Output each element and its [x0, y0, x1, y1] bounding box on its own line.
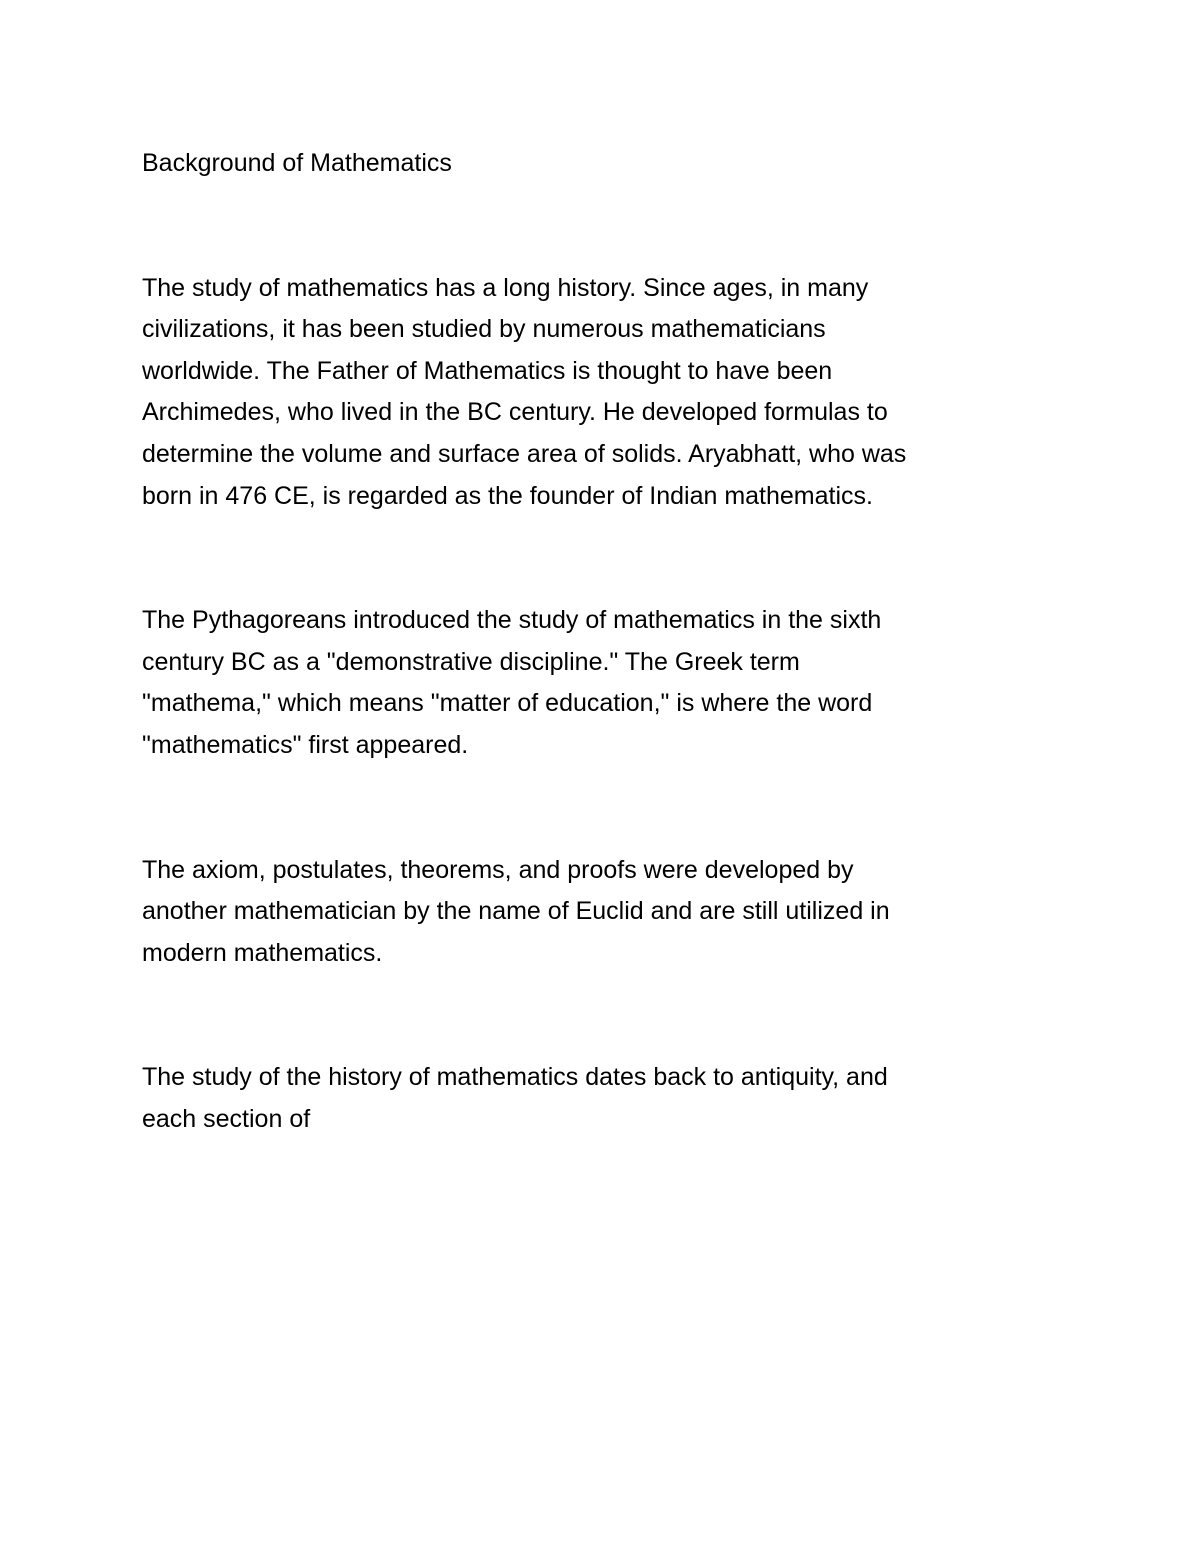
paragraph-euclid — [142, 850, 1042, 975]
text-line: Archimedes, who lived in the BC century. He developed formulas to — [142, 398, 888, 427]
text-line: "mathema," which means "matter of education," is where the word — [142, 689, 873, 718]
document-title: Background of Mathematics — [142, 149, 452, 177]
text-line: each section of — [142, 1104, 311, 1133]
paragraph-pythagoreans — [142, 600, 1042, 766]
paragraph-antiquity — [142, 1057, 1042, 1140]
text-line: worldwide. The Father of Mathematics is thought to have been — [142, 356, 833, 385]
text-line: The study of mathematics has a long history. Since ages, in many — [142, 273, 869, 302]
text-line: civilizations, it has been studied by numerous mathematicians — [142, 315, 826, 344]
text-line: The axiom, postulates, theorems, and proofs were developed by — [142, 855, 854, 884]
text-line: born in 476 CE, is regarded as the founder of Indian mathematics. — [142, 481, 873, 510]
text-line: "mathematics" first appeared. — [142, 730, 469, 759]
text-line: The study of the history of mathematics dates back to antiquity, and — [142, 1063, 888, 1092]
paragraph-history-overview — [142, 268, 1042, 518]
document-body — [142, 143, 1042, 1224]
text-line: century BC as a "demonstrative discipline." The Greek term — [142, 647, 800, 676]
text-line: determine the volume and surface area of solids. Aryabhatt, who was — [142, 439, 907, 468]
text-line: modern mathematics. — [142, 938, 383, 967]
text-line: The Pythagoreans introduced the study of mathematics in the sixth — [142, 606, 882, 635]
text-line: another mathematician by the name of Euclid and are still utilized in — [142, 897, 890, 926]
